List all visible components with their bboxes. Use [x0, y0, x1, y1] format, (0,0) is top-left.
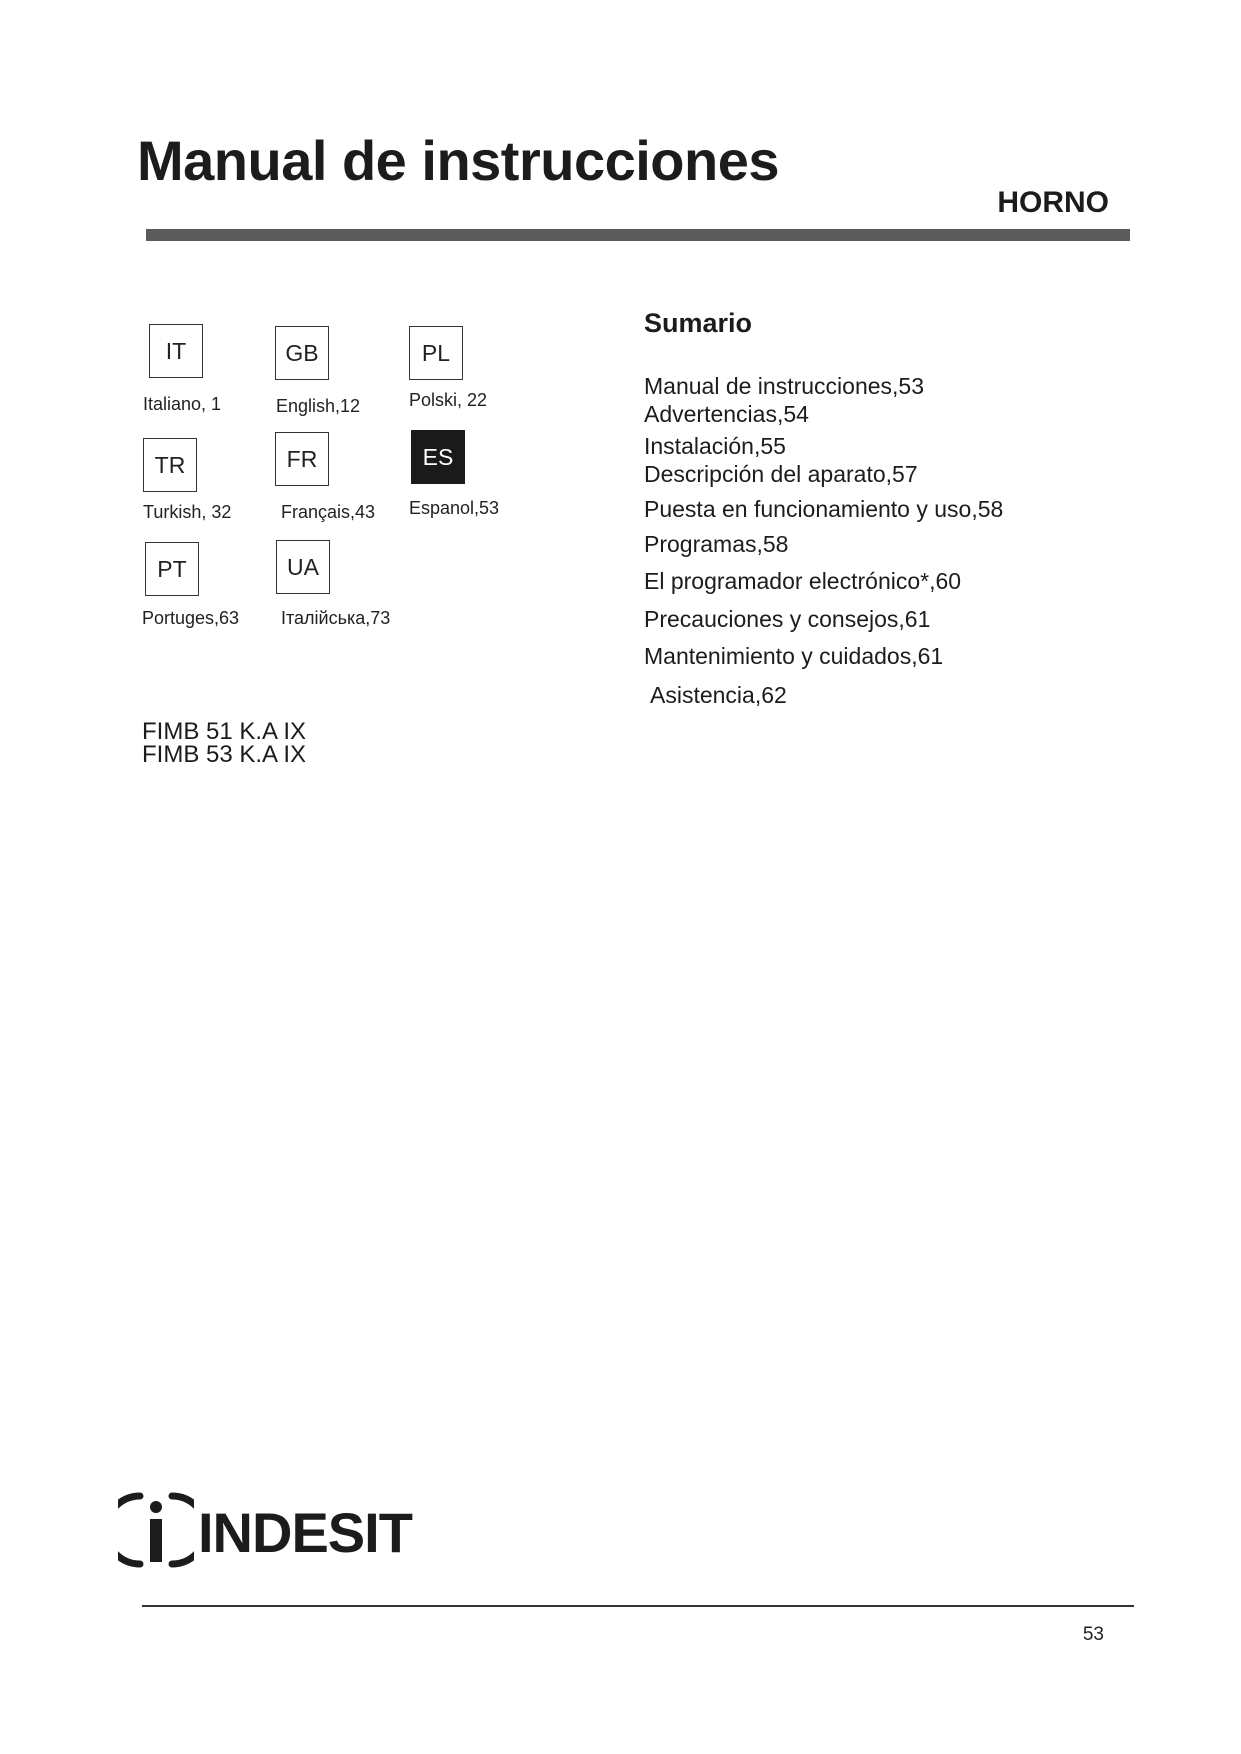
lang-code-it[interactable]: IT [149, 324, 203, 378]
lang-code-pt[interactable]: PT [145, 542, 199, 596]
lang-code-gb[interactable]: GB [275, 326, 329, 380]
model-name: FIMB 53 K.A IX [142, 741, 307, 768]
lang-label-ua: Італійська,73 [281, 608, 391, 628]
indesit-i-logo-icon [118, 1490, 194, 1570]
toc-item[interactable]: Instalación,55 [644, 433, 786, 459]
footer-divider [142, 1605, 1134, 1607]
brand-name: INDESIT [198, 1500, 412, 1564]
lang-label-pl: Polski, 22 [409, 390, 488, 410]
lang-code-pl[interactable]: PL [409, 326, 463, 380]
lang-code-fr[interactable]: FR [275, 432, 329, 486]
header-divider [146, 229, 1130, 241]
lang-code-tr[interactable]: TR [143, 438, 197, 492]
lang-code-es[interactable]: ES [411, 430, 465, 484]
lang-label-fr: Français,43 [281, 502, 376, 522]
toc-item[interactable]: Programas,58 [644, 531, 789, 557]
toc-item[interactable]: Descripción del aparato,57 [644, 461, 918, 487]
lang-code-ua[interactable]: UA [276, 540, 330, 594]
model-name: FIMB 51 K.A IX [142, 718, 307, 745]
toc-item[interactable]: Manual de instrucciones,53 [644, 373, 924, 399]
toc-item[interactable]: Puesta en funcionamiento y uso,58 [644, 496, 1004, 522]
lang-label-gb: English,12 [276, 396, 361, 416]
toc-title: Sumario [644, 308, 753, 338]
toc-item[interactable]: El programador electrónico*,60 [644, 568, 962, 594]
page-number: 53 [1082, 1624, 1104, 1645]
brand-logo [118, 1490, 412, 1570]
toc-item[interactable]: Mantenimiento y cuidados,61 [644, 643, 944, 669]
toc-item[interactable]: Precauciones y consejos,61 [644, 606, 931, 632]
product-category: HORNO [997, 186, 1109, 219]
model-list [142, 720, 306, 766]
page-title: Manual de instrucciones [137, 129, 779, 192]
lang-label-es: Espanol,53 [409, 498, 500, 518]
toc-item[interactable]: Advertencias,54 [644, 401, 809, 427]
lang-label-it: Italiano, 1 [143, 394, 222, 414]
lang-label-tr: Turkish, 32 [143, 502, 232, 522]
lang-label-pt: Portuges,63 [142, 608, 240, 628]
toc-item[interactable]: Asistencia,62 [650, 682, 787, 708]
